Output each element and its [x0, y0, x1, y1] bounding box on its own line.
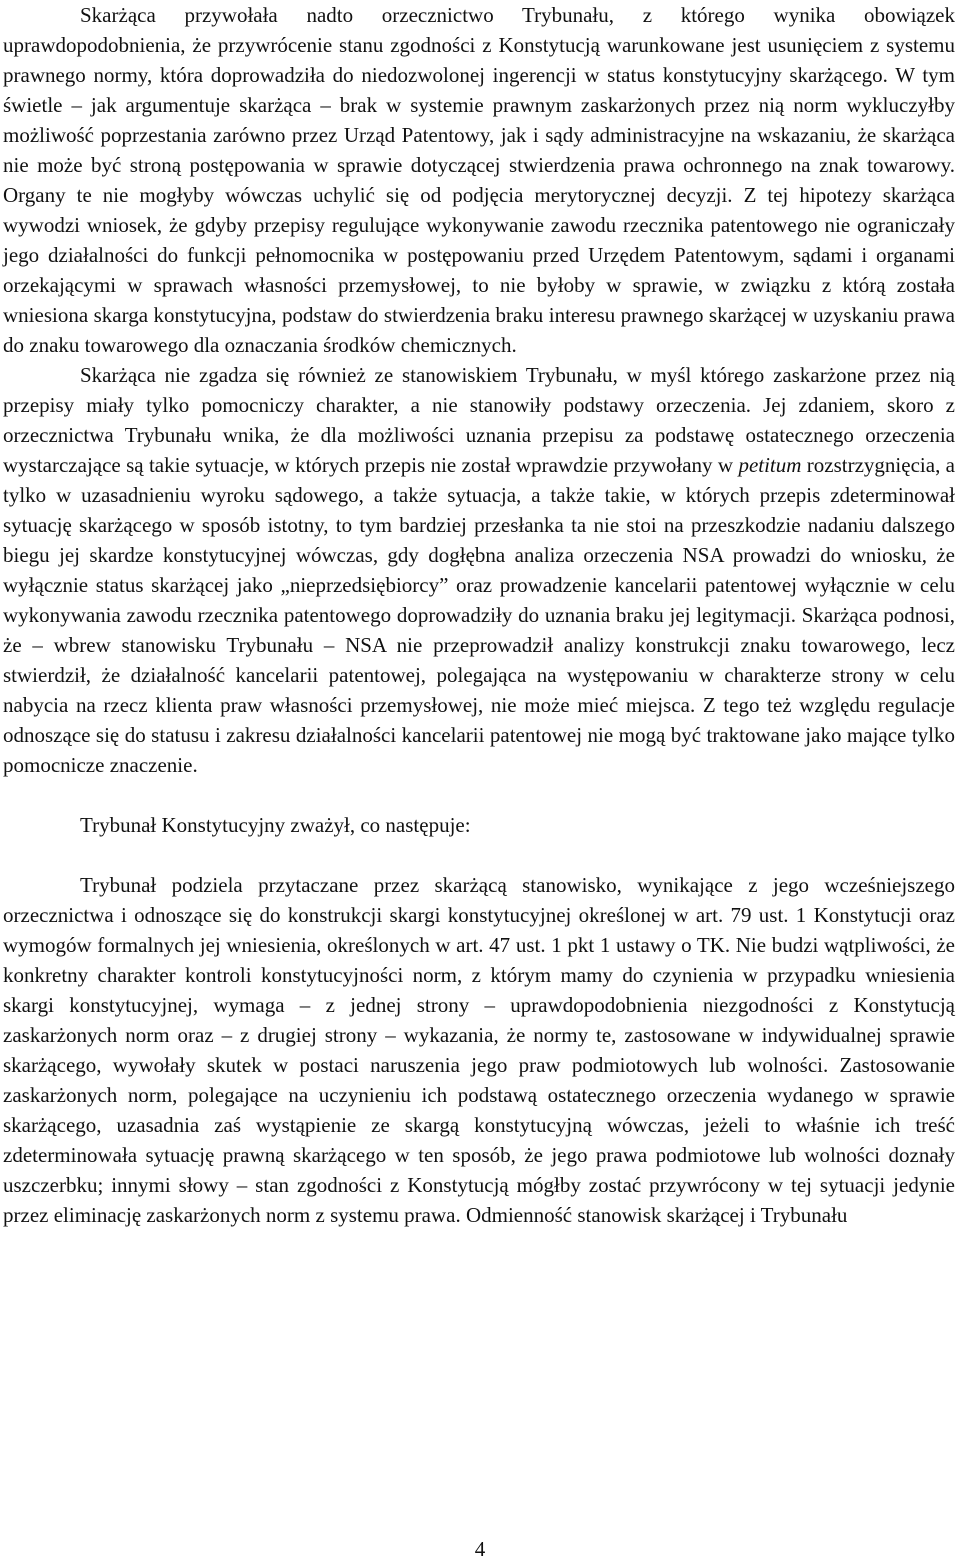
- section-heading: Trybunał Konstytucyjny zważył, co następuje:: [80, 813, 471, 837]
- paragraph-1: Skarżąca przywołała nadto orzecznictwo Trybunału, z którego wynika obowiązek uprawdopodobnienia, że przywrócenie stanu zgodności z Konstytucją warunkowane jest usunięciem z systemu prawnego normy, która doprowadziła do niedozwolonej ingerencji w status konstytucyjny skarżącego. W tym świetle – jak argumentuje skarżąca – brak w systemie prawnym zaskarżonych przez nią norm wykluczyłby możliwość poprzestania zarówno przez Urząd Patentowy, jak i sądy administracyjne na wskazaniu, że skarżąca nie może być stroną postępowania w sprawie dotyczącej stwierdzenia prawa ochronnego na znak towarowy. Organy te nie mogłyby wówczas uchylić się od podjęcia merytorycznej decyzji. Z tej hipotezy skarżąca wywodzi wniosek, że gdyby przepisy regulujące wykonywanie zawodu rzecznika patentowego nie ograniczały jego działalności do funkcji pełnomocnika w postępowaniu przed Urzędem Patentowym, sądami i organami orzekającymi w sprawach własności przemysłowej, to nie byłoby w sprawie, w związku z którą została wniesiona skarga konstytucyjna, podstaw do stwierdzenia braku interesu prawnego skarżącej w uzyskaniu prawa do znaku towarowego dla oznaczania środków chemicznych.: [3, 3, 955, 357]
- paragraph-3: Trybunał podziela przytaczane przez skarżącą stanowisko, wynikające z jego wcześniejszego orzecznictwa i odnoszące się do konstrukcji skargi konstytucyjnej określonej w art. 79 ust. 1 Konstytucji oraz wymogów formalnych jej wniesienia, określonych w art. 47 ust. 1 pkt 1 ustawy o TK. Nie budzi wątpliwości, że konkretny charakter kontroli konstytucyjności norm, z którym mamy do czynienia w przypadku wniesienia skargi konstytucyjnej, wymaga – z jednej strony – uprawdopodobnienia niezgodności z Konstytucją zaskarżonych norm oraz – z drugiej strony – wykazania, że normy te, zastosowane w indywidualnej sprawie skarżącego, wywołały skutek w postaci naruszenia jego praw podmiotowych lub wolności. Zastosowanie zaskarżonych norm, polegające na uczynieniu ich podstawą ostatecznego orzeczenia wydanego w sprawie skarżącego, uzasadnia zaś wystąpienie ze skargą konstytucyjną wówczas, jeżeli to właśnie ich treść zdeterminowała sytuację prawną skarżącego w ten sposób, że jego prawa podmiotowe lub wolności doznały uszczerbku; innymi słowy – stan zgodności z Konstytucją mógłby zostać przywrócony w tej sytuacji jedynie przez eliminację zaskarżonych norm z systemu prawa. Odmienność stanowisk skarżącej i Trybunału: [3, 873, 955, 1227]
- page-number: 4: [474, 1537, 486, 1561]
- paragraph-2-italic-term: petitum: [738, 453, 802, 477]
- paragraph-2-text-start: Skarżąca nie zgadza się również ze stanowiskiem Trybunału, w myśl którego zaskarżone przez nią przepisy miały tylko pomocniczy charakter, a nie stanowiły podstawy orzeczenia. Jej zdaniem, skoro z orzecznictwa Trybunału wnika, że dla możliwości uznania przepisu za podstawę ostatecznego orzeczenia wystarczające są takie sytuacje, w których przepis nie został wprawdzie przywołany w: [3, 363, 955, 477]
- text-column: [3, 0, 955, 1230]
- paragraph-2-text-end: rozstrzygnięcia, a tylko w uzasadnieniu wyroku sądowego, a także sytuacja, a także takie, w których przepis zdeterminował sytuację skarżącego w sposób istotny, to tym bardziej przesłanka ta nie stoi na przeszkodzie nadaniu dalszego biegu jej skardze konstytucyjnej wówczas, gdy dogłębna analiza orzeczenia NSA prowadzi do wniosku, że wyłącznie status skarżącej jako „nieprzedsiębiorcy” oraz prowadzenie kancelarii patentowej wyłącznie w celu wykonywania zawodu rzecznika patentowego doprowadziły do uznania braku jej legitymacji. Skarżąca podnosi, że – wbrew stanowisku Trybunału – NSA nie przeprowadził analizy konstrukcji znaku towarowego, lecz stwierdził, że działalność kancelarii patentowej, polegająca na występowaniu w charakterze strony w celu nabycia na rzecz klienta praw własności przemysłowej, nie może mieć miejsca. Z tego też względu regulacje odnoszące się do statusu i zakresu działalności kancelarii patentowej nie mogą być traktowane jako mające tylko pomocnicze znaczenie.: [3, 453, 955, 777]
- paragraph-2: [3, 360, 955, 780]
